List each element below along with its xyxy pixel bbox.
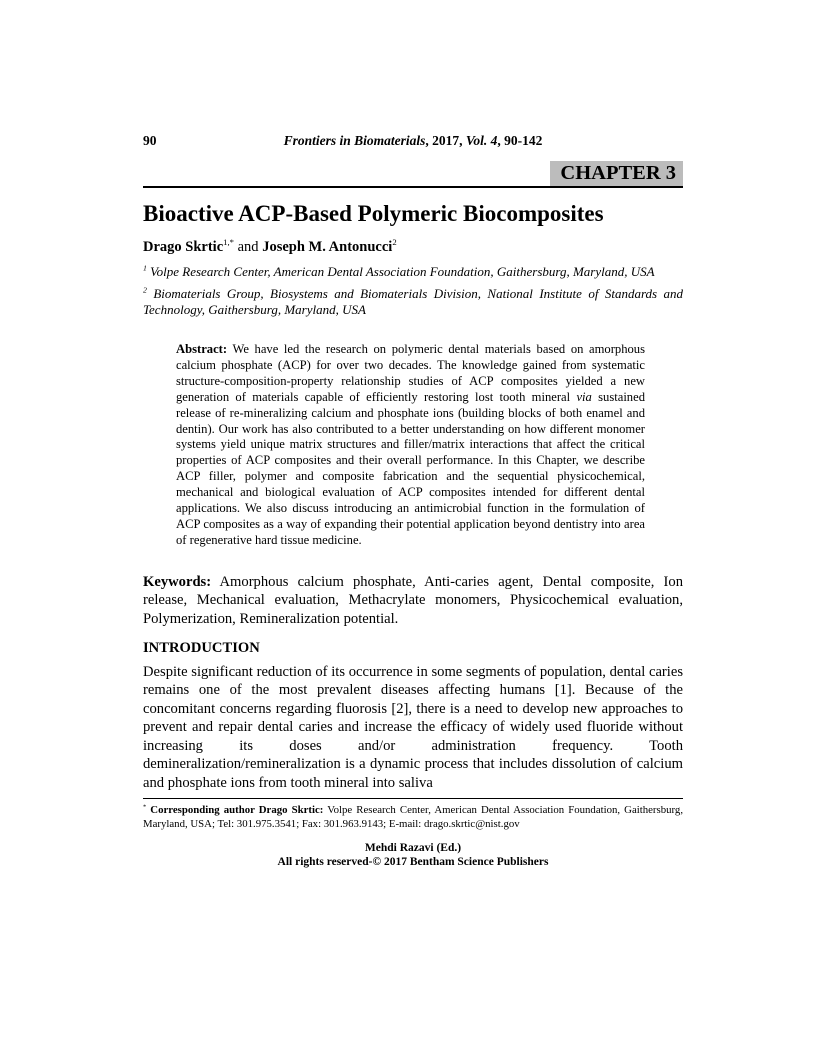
author-1-superscript: 1,* — [223, 237, 234, 248]
keywords-label: Keywords: — [143, 573, 212, 590]
running-head — [143, 133, 683, 149]
footnote-text: Volpe Research Center, American Dental Association Foundation, Gaithersburg, Maryland, USA; Tel: 301.975.3541; Fax: 301.963.9143; E-mail: drago.skrtic@nist.gov — [143, 804, 684, 830]
page-content — [143, 133, 683, 869]
author-1: Drago Skrtic — [143, 239, 224, 255]
introduction-heading: INTRODUCTION — [143, 639, 260, 656]
footnote-label: Corresponding author Drago Skrtic: — [150, 804, 324, 817]
running-head-journal: Frontiers in Biomaterials — [283, 133, 426, 148]
abstract-block — [176, 342, 645, 549]
author-2-superscript: 2 — [392, 237, 397, 248]
page-number: 90 — [143, 133, 157, 148]
affiliation-2 — [143, 286, 683, 318]
affiliation-1 — [143, 264, 683, 280]
keywords-text: Amorphous calcium phosphate, Anti-caries agent, Dental composite, Ion release, Mechanical evaluation, Methacrylate monomers, Physicochemical evaluation, Polymerization, Remineralization potential. — [143, 573, 684, 627]
abstract-label: Abstract: — [176, 342, 228, 356]
footer-editor: Mehdi Razavi (Ed.) — [364, 842, 462, 855]
running-head-year: , 2017, — [425, 133, 466, 148]
author-connector: and — [237, 239, 259, 255]
article-title: Bioactive ACP-Based Polymeric Biocomposites — [143, 201, 604, 226]
chapter-rule — [143, 161, 683, 188]
abstract-text-2: sustained release of re-mineralizing calcium and phosphate ions (building blocks of both enamel and dentin). Our work has also contributed to a better understanding on how different monomer systems yield unique matrix structures and filler/matrix interactions that affect the critical properties of ACP composites and their overall performance. In this Chapter, we describe ACP filler, polymer and composite fabrication and the sequential physicochemical, mechanical and biological evaluation of ACP composites intended for different dental applications. We also discuss introducing an antimicrobial function in the formulation of ACP composites as a way of expanding their potential application beyond dentistry into area of regenerative hard tissue medicine. — [176, 389, 645, 547]
author-line — [143, 239, 683, 256]
affiliation-2-marker: 2 — [143, 285, 147, 295]
running-head-volume: Vol. 4 — [465, 133, 498, 148]
page-footer — [143, 841, 683, 869]
abstract-text-1: We have led the research on polymeric dental materials based on amorphous calcium phosphate (ACP) for over two decades. The knowledge gained from systematic structure-composition-property relationship studies of ACP composites yielded a new generation of materials capable of efficiently restoring lost tooth mineral — [176, 342, 645, 404]
footer-copyright: All rights reserved-© 2017 Bentham Science Publishers — [277, 856, 549, 869]
affiliation-1-text: Volpe Research Center, American Dental Association Foundation, Gaithersburg, Maryland, USA — [150, 264, 655, 279]
footnote-marker: * — [143, 803, 147, 811]
introduction-paragraph: Despite significant reduction of its occurrence in some segments of population, dental caries remains one of the most prevalent diseases affecting humans [1]. Because of the concomitant concerns regarding fluorosis [2], there is a need to develop new approaches to prevent and repair dental caries and increase the efficacy of widely used fluoride without increasing its doses and/or administration frequency. Tooth demineralization/remineralization is a dynamic process that includes dissolution of calcium and phosphate ions from tooth mineral into saliva — [143, 663, 683, 791]
chapter-label: CHAPTER 3 — [550, 161, 683, 186]
keywords-block — [143, 573, 683, 629]
running-head-pages: , 90-142 — [497, 133, 543, 148]
footnote-block — [143, 798, 683, 831]
affiliation-2-text: Biomaterials Group, Biosystems and Biomaterials Division, National Institute of Standards and Technology, Gaithersburg, Maryland, USA — [143, 286, 684, 317]
affiliation-1-marker: 1 — [143, 263, 147, 273]
author-2: Joseph M. Antonucci — [262, 239, 393, 255]
abstract-via-italic: via — [576, 389, 592, 404]
page-header — [143, 133, 683, 150]
